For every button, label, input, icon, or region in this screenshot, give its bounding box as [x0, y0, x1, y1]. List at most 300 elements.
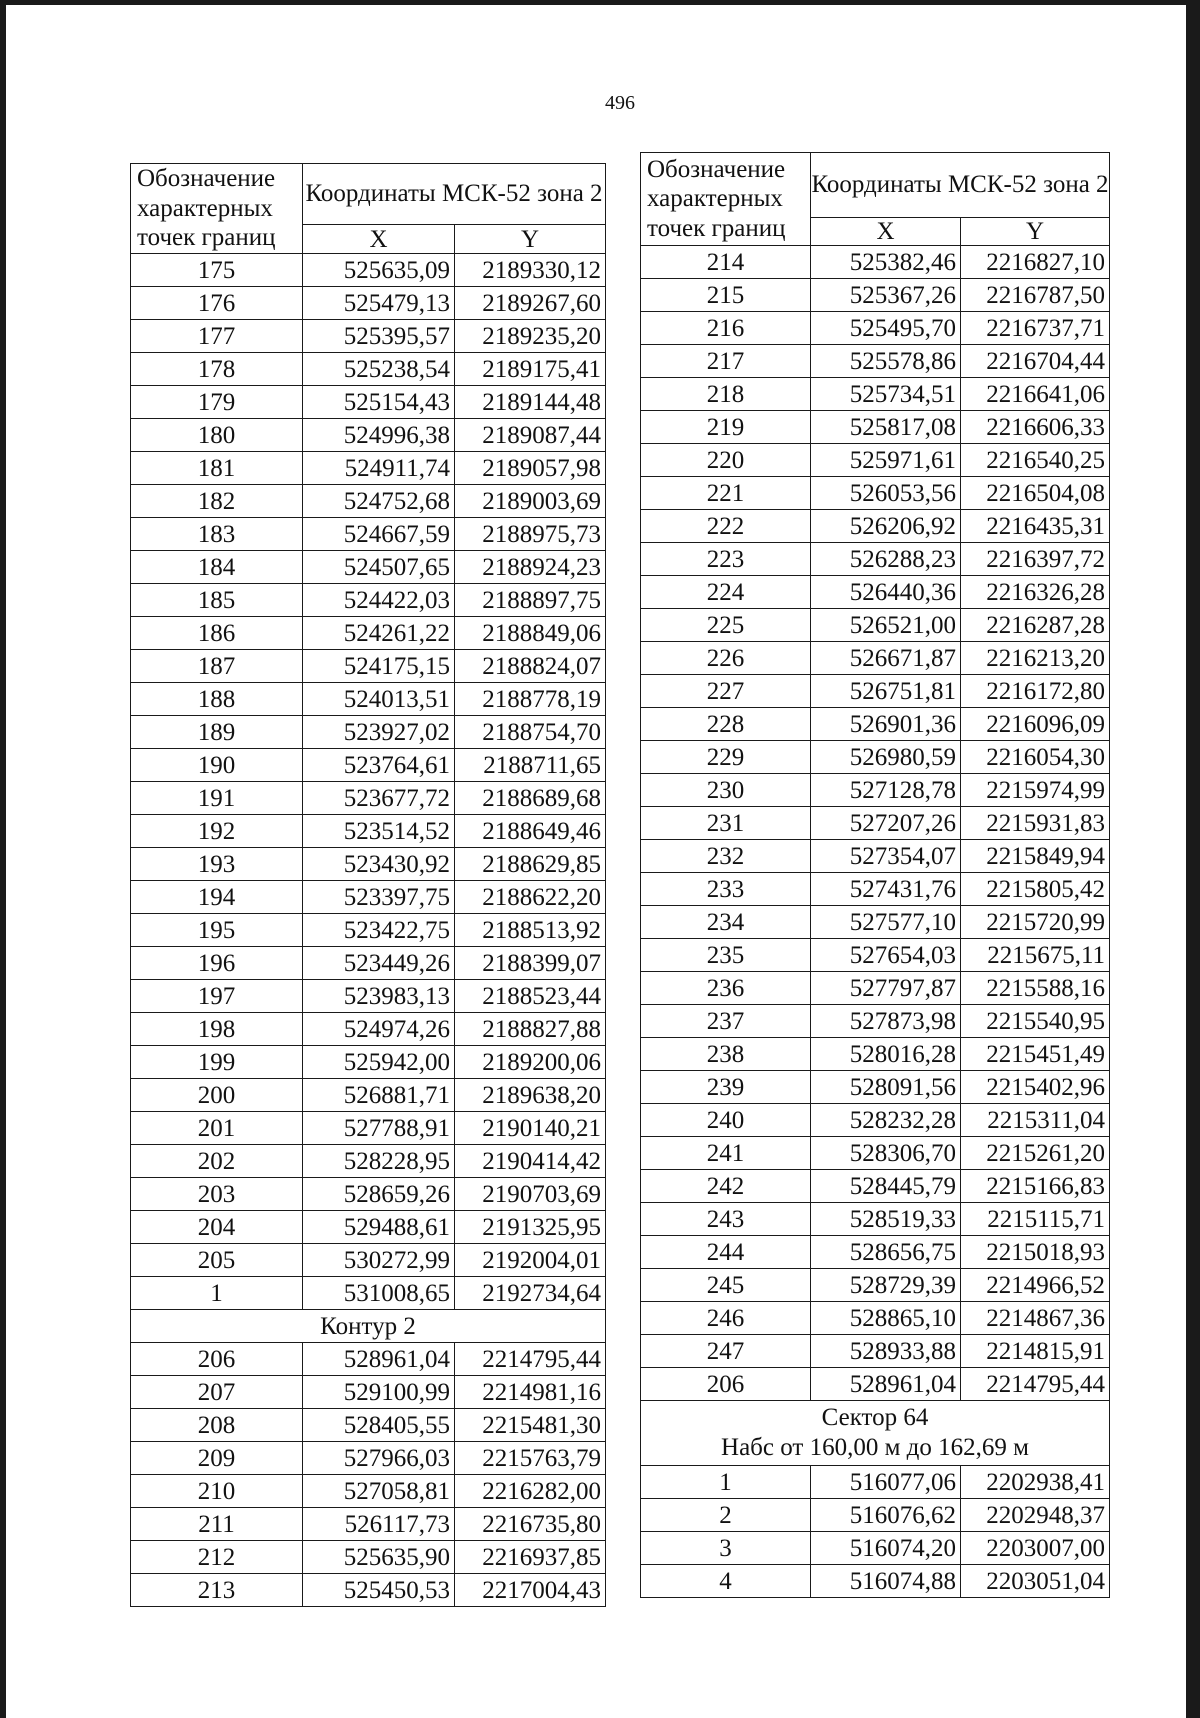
- table-row: [131, 881, 606, 914]
- x-coordinate-cell: 524013,51: [303, 683, 455, 716]
- y-coordinate-cell: 2215849,94: [961, 840, 1110, 873]
- x-coordinate-cell: 523430,92: [303, 848, 455, 881]
- x-coordinate-cell: 525971,61: [811, 444, 961, 477]
- point-number-cell: 246: [641, 1302, 811, 1335]
- x-coordinate-cell: 527431,76: [811, 873, 961, 906]
- table-row: [131, 254, 606, 287]
- table-row: [131, 485, 606, 518]
- y-coordinate-cell: 2214966,52: [961, 1269, 1110, 1302]
- y-coordinate-cell: 2216287,28: [961, 609, 1110, 642]
- point-number-cell: 242: [641, 1170, 811, 1203]
- x-coordinate-cell: 527797,87: [811, 972, 961, 1005]
- y-coordinate-cell: 2188629,85: [455, 848, 606, 881]
- left-table-body-contour-2: [131, 1343, 606, 1607]
- x-coordinate-cell: 526053,56: [811, 477, 961, 510]
- left-table-body: [131, 254, 606, 1310]
- x-coordinate-cell: 526881,71: [303, 1079, 455, 1112]
- y-coordinate-cell: 2188897,75: [455, 584, 606, 617]
- table-row: [641, 972, 1110, 1005]
- y-coordinate-cell: 2203051,04: [961, 1565, 1110, 1598]
- point-number-cell: 207: [131, 1376, 303, 1409]
- coordinates-header: Координаты МСК-52 зона 2: [303, 164, 606, 225]
- x-coordinate-cell: 523397,75: [303, 881, 455, 914]
- table-row: [641, 1269, 1110, 1302]
- table-row: [131, 749, 606, 782]
- y-coordinate-cell: 2215931,83: [961, 807, 1110, 840]
- x-coordinate-cell: 524752,68: [303, 485, 455, 518]
- table-row: [131, 1211, 606, 1244]
- y-coordinate-cell: 2216606,33: [961, 411, 1110, 444]
- y-coordinate-cell: 2215675,11: [961, 939, 1110, 972]
- table-row: [641, 939, 1110, 972]
- x-coordinate-cell: 525817,08: [811, 411, 961, 444]
- y-coordinate-cell: 2202938,41: [961, 1466, 1110, 1499]
- x-coordinate-cell: 524974,26: [303, 1013, 455, 1046]
- table-row: [131, 683, 606, 716]
- x-coordinate-cell: 527207,26: [811, 807, 961, 840]
- x-coordinate-cell: 528961,04: [303, 1343, 455, 1376]
- y-coordinate-cell: 2189144,48: [455, 386, 606, 419]
- x-coordinate-cell: 528445,79: [811, 1170, 961, 1203]
- y-coordinate-cell: 2216172,80: [961, 675, 1110, 708]
- x-coordinate-cell: 528232,28: [811, 1104, 961, 1137]
- point-number-cell: 196: [131, 947, 303, 980]
- point-number-cell: 223: [641, 543, 811, 576]
- scan-border-right: [1186, 0, 1200, 1718]
- table-row: [131, 1508, 606, 1541]
- y-coordinate-cell: 2190414,42: [455, 1145, 606, 1178]
- table-row: [131, 1145, 606, 1178]
- y-coordinate-cell: 2188778,19: [455, 683, 606, 716]
- x-coordinate-cell: 526901,36: [811, 708, 961, 741]
- sector-title: Сектор 64: [821, 1404, 929, 1431]
- y-coordinate-cell: 2216937,85: [455, 1541, 606, 1574]
- y-coordinate-cell: 2216397,72: [961, 543, 1110, 576]
- sector-label: [641, 1401, 1110, 1466]
- x-coordinate-cell: 530272,99: [303, 1244, 455, 1277]
- x-coordinate-cell: 528933,88: [811, 1335, 961, 1368]
- y-coordinate-cell: 2189003,69: [455, 485, 606, 518]
- point-number-cell: 2: [641, 1499, 811, 1532]
- point-number-cell: 215: [641, 279, 811, 312]
- table-row: [131, 1079, 606, 1112]
- point-number-cell: 186: [131, 617, 303, 650]
- point-number-cell: 213: [131, 1574, 303, 1607]
- y-coordinate-cell: 2189330,12: [455, 254, 606, 287]
- table-row: [131, 980, 606, 1013]
- table-row: [641, 1137, 1110, 1170]
- y-coordinate-cell: 2215018,93: [961, 1236, 1110, 1269]
- x-coordinate-cell: 525367,26: [811, 279, 961, 312]
- x-coordinate-cell: 524175,15: [303, 650, 455, 683]
- point-number-cell: 198: [131, 1013, 303, 1046]
- point-number-cell: 219: [641, 411, 811, 444]
- table-row: [641, 477, 1110, 510]
- y-coordinate-cell: 2215311,04: [961, 1104, 1110, 1137]
- x-column-header: X: [811, 218, 961, 246]
- table-row: [131, 1343, 606, 1376]
- x-coordinate-cell: 523514,52: [303, 815, 455, 848]
- table-row: [641, 1565, 1110, 1598]
- x-coordinate-cell: 523422,75: [303, 914, 455, 947]
- point-number-cell: 192: [131, 815, 303, 848]
- y-coordinate-cell: 2216435,31: [961, 510, 1110, 543]
- y-coordinate-cell: 2191325,95: [455, 1211, 606, 1244]
- table-row: [641, 1005, 1110, 1038]
- x-coordinate-cell: 525635,09: [303, 254, 455, 287]
- x-coordinate-cell: 526206,92: [811, 510, 961, 543]
- table-row: [131, 1046, 606, 1079]
- table-row: [131, 1013, 606, 1046]
- table-row: [641, 1203, 1110, 1236]
- x-coordinate-cell: 528659,26: [303, 1178, 455, 1211]
- x-coordinate-cell: 527966,03: [303, 1442, 455, 1475]
- x-coordinate-cell: 525450,53: [303, 1574, 455, 1607]
- table-row: [641, 1104, 1110, 1137]
- x-coordinate-cell: 516076,62: [811, 1499, 961, 1532]
- y-coordinate-cell: 2215481,30: [455, 1409, 606, 1442]
- right-table-body-sector-64: [641, 1466, 1110, 1598]
- point-number-cell: 187: [131, 650, 303, 683]
- x-coordinate-cell: 526671,87: [811, 642, 961, 675]
- x-coordinate-cell: 524996,38: [303, 419, 455, 452]
- point-number-cell: 189: [131, 716, 303, 749]
- point-number-cell: 193: [131, 848, 303, 881]
- point-number-cell: 240: [641, 1104, 811, 1137]
- x-coordinate-cell: 528091,56: [811, 1071, 961, 1104]
- point-number-cell: 212: [131, 1541, 303, 1574]
- point-number-cell: 179: [131, 386, 303, 419]
- point-number-cell: 244: [641, 1236, 811, 1269]
- y-coordinate-cell: 2188975,73: [455, 518, 606, 551]
- point-number-cell: 237: [641, 1005, 811, 1038]
- x-coordinate-cell: 525382,46: [811, 246, 961, 279]
- point-number-cell: 241: [641, 1137, 811, 1170]
- right-table-body: [641, 246, 1110, 1401]
- y-coordinate-cell: 2190140,21: [455, 1112, 606, 1145]
- table-row: [641, 873, 1110, 906]
- point-number-cell: 243: [641, 1203, 811, 1236]
- point-number-cell: 190: [131, 749, 303, 782]
- y-coordinate-cell: 2189057,98: [455, 452, 606, 485]
- x-coordinate-cell: 528961,04: [811, 1368, 961, 1401]
- table-row: [131, 848, 606, 881]
- x-coordinate-cell: 525479,13: [303, 287, 455, 320]
- x-coordinate-cell: 527058,81: [303, 1475, 455, 1508]
- point-number-cell: 211: [131, 1508, 303, 1541]
- table-row: [131, 1178, 606, 1211]
- y-coordinate-cell: 2215115,71: [961, 1203, 1110, 1236]
- table-row: [641, 246, 1110, 279]
- table-row: [641, 1499, 1110, 1532]
- point-number-cell: 214: [641, 246, 811, 279]
- x-coordinate-cell: 528656,75: [811, 1236, 961, 1269]
- scan-border-top: [0, 0, 1200, 5]
- x-coordinate-cell: 516074,88: [811, 1565, 961, 1598]
- table-row: [641, 1368, 1110, 1401]
- x-coordinate-cell: 516074,20: [811, 1532, 961, 1565]
- x-coordinate-cell: 527128,78: [811, 774, 961, 807]
- x-column-header: X: [303, 225, 455, 254]
- y-column-header: Y: [961, 218, 1110, 246]
- point-number-cell: 229: [641, 741, 811, 774]
- x-coordinate-cell: 526980,59: [811, 741, 961, 774]
- point-number-cell: 236: [641, 972, 811, 1005]
- x-coordinate-cell: 523983,13: [303, 980, 455, 1013]
- x-coordinate-cell: 523764,61: [303, 749, 455, 782]
- table-row: [131, 320, 606, 353]
- scan-border-left: [0, 0, 6, 1718]
- point-number-cell: 178: [131, 353, 303, 386]
- point-number-cell: 233: [641, 873, 811, 906]
- y-coordinate-cell: 2188827,88: [455, 1013, 606, 1046]
- point-number-cell: 231: [641, 807, 811, 840]
- table-row: [131, 518, 606, 551]
- table-row: [641, 609, 1110, 642]
- y-coordinate-cell: 2190703,69: [455, 1178, 606, 1211]
- point-number-cell: 182: [131, 485, 303, 518]
- y-coordinate-cell: 2215805,42: [961, 873, 1110, 906]
- point-number-cell: 185: [131, 584, 303, 617]
- x-coordinate-cell: 531008,65: [303, 1277, 455, 1310]
- x-coordinate-cell: 525495,70: [811, 312, 961, 345]
- point-number-cell: 220: [641, 444, 811, 477]
- point-number-cell: 205: [131, 1244, 303, 1277]
- point-number-cell: 238: [641, 1038, 811, 1071]
- y-coordinate-cell: 2214815,91: [961, 1335, 1110, 1368]
- table-row: [131, 716, 606, 749]
- y-coordinate-cell: 2203007,00: [961, 1532, 1110, 1565]
- y-coordinate-cell: 2202948,37: [961, 1499, 1110, 1532]
- table-row: [131, 452, 606, 485]
- table-row: [131, 1244, 606, 1277]
- x-coordinate-cell: 528016,28: [811, 1038, 961, 1071]
- table-row: [641, 807, 1110, 840]
- table-row: [131, 1112, 606, 1145]
- point-designation-header: Обозначение характерных точек границ: [641, 153, 811, 246]
- point-number-cell: 1: [641, 1466, 811, 1499]
- table-row: [641, 708, 1110, 741]
- point-number-cell: 222: [641, 510, 811, 543]
- y-coordinate-cell: 2216282,00: [455, 1475, 606, 1508]
- x-coordinate-cell: 525734,51: [811, 378, 961, 411]
- table-row: [131, 1409, 606, 1442]
- y-coordinate-cell: 2214981,16: [455, 1376, 606, 1409]
- table-row: [131, 353, 606, 386]
- table-row: [641, 774, 1110, 807]
- contour-label: Контур 2: [131, 1310, 606, 1343]
- x-coordinate-cell: 523449,26: [303, 947, 455, 980]
- y-coordinate-cell: 2216504,08: [961, 477, 1110, 510]
- y-coordinate-cell: 2188513,92: [455, 914, 606, 947]
- y-coordinate-cell: 2215588,16: [961, 972, 1110, 1005]
- table-row: [641, 1071, 1110, 1104]
- table-row: [641, 642, 1110, 675]
- table-row: [131, 287, 606, 320]
- point-number-cell: 203: [131, 1178, 303, 1211]
- point-number-cell: 188: [131, 683, 303, 716]
- table-row: [131, 584, 606, 617]
- x-coordinate-cell: 527354,07: [811, 840, 961, 873]
- table-row: [131, 1475, 606, 1508]
- y-coordinate-cell: 2216827,10: [961, 246, 1110, 279]
- table-row: [131, 617, 606, 650]
- y-coordinate-cell: 2188622,20: [455, 881, 606, 914]
- y-coordinate-cell: 2188824,07: [455, 650, 606, 683]
- table-row: [641, 576, 1110, 609]
- table-row: [641, 1335, 1110, 1368]
- table-row: [131, 551, 606, 584]
- table-row: [131, 782, 606, 815]
- point-number-cell: 176: [131, 287, 303, 320]
- table-row: [131, 1442, 606, 1475]
- page-number: 496: [605, 92, 635, 114]
- y-coordinate-cell: 2216737,71: [961, 312, 1110, 345]
- y-coordinate-cell: 2214795,44: [455, 1343, 606, 1376]
- y-coordinate-cell: 2217004,43: [455, 1574, 606, 1607]
- point-number-cell: 200: [131, 1079, 303, 1112]
- x-coordinate-cell: 526751,81: [811, 675, 961, 708]
- point-number-cell: 206: [131, 1343, 303, 1376]
- point-number-cell: 199: [131, 1046, 303, 1079]
- y-coordinate-cell: 2189267,60: [455, 287, 606, 320]
- y-coordinate-cell: 2216704,44: [961, 345, 1110, 378]
- x-coordinate-cell: 528306,70: [811, 1137, 961, 1170]
- x-coordinate-cell: 524422,03: [303, 584, 455, 617]
- y-coordinate-cell: 2216641,06: [961, 378, 1110, 411]
- coordinates-table-right: [640, 152, 1110, 1598]
- point-number-cell: 239: [641, 1071, 811, 1104]
- point-number-cell: 204: [131, 1211, 303, 1244]
- x-coordinate-cell: 527873,98: [811, 1005, 961, 1038]
- y-coordinate-cell: 2189175,41: [455, 353, 606, 386]
- point-number-cell: 226: [641, 642, 811, 675]
- point-number-cell: 210: [131, 1475, 303, 1508]
- table-row: [131, 1277, 606, 1310]
- point-number-cell: 216: [641, 312, 811, 345]
- point-number-cell: 206: [641, 1368, 811, 1401]
- x-coordinate-cell: 524911,74: [303, 452, 455, 485]
- point-number-cell: 228: [641, 708, 811, 741]
- point-number-cell: 221: [641, 477, 811, 510]
- y-coordinate-cell: 2189638,20: [455, 1079, 606, 1112]
- x-coordinate-cell: 527654,03: [811, 939, 961, 972]
- point-designation-header: Обозначение характерных точек границ: [131, 164, 303, 254]
- point-number-cell: 175: [131, 254, 303, 287]
- x-coordinate-cell: 526117,73: [303, 1508, 455, 1541]
- point-number-cell: 245: [641, 1269, 811, 1302]
- x-coordinate-cell: 528228,95: [303, 1145, 455, 1178]
- x-coordinate-cell: 516077,06: [811, 1466, 961, 1499]
- x-coordinate-cell: 528519,33: [811, 1203, 961, 1236]
- table-row: [131, 1376, 606, 1409]
- y-coordinate-cell: 2192004,01: [455, 1244, 606, 1277]
- table-row: [131, 1574, 606, 1607]
- y-coordinate-cell: 2188711,65: [455, 749, 606, 782]
- point-number-cell: 180: [131, 419, 303, 452]
- y-coordinate-cell: 2188649,46: [455, 815, 606, 848]
- x-coordinate-cell: 529100,99: [303, 1376, 455, 1409]
- x-coordinate-cell: 524261,22: [303, 617, 455, 650]
- point-number-cell: 208: [131, 1409, 303, 1442]
- point-number-cell: 1: [131, 1277, 303, 1310]
- y-coordinate-cell: 2215451,49: [961, 1038, 1110, 1071]
- point-number-cell: 181: [131, 452, 303, 485]
- x-coordinate-cell: 526288,23: [811, 543, 961, 576]
- y-coordinate-cell: 2188849,06: [455, 617, 606, 650]
- table-row: [641, 906, 1110, 939]
- table-row: [641, 378, 1110, 411]
- y-coordinate-cell: 2214867,36: [961, 1302, 1110, 1335]
- table-row: [641, 543, 1110, 576]
- y-coordinate-cell: 2188924,23: [455, 551, 606, 584]
- table-row: [641, 1532, 1110, 1565]
- table-row: [641, 279, 1110, 312]
- x-coordinate-cell: 528729,39: [811, 1269, 961, 1302]
- y-coordinate-cell: 2215974,99: [961, 774, 1110, 807]
- y-coordinate-cell: 2215763,79: [455, 1442, 606, 1475]
- x-coordinate-cell: 527577,10: [811, 906, 961, 939]
- y-coordinate-cell: 2215166,83: [961, 1170, 1110, 1203]
- point-number-cell: 234: [641, 906, 811, 939]
- table-row: [131, 914, 606, 947]
- table-row: [641, 510, 1110, 543]
- x-coordinate-cell: 528865,10: [811, 1302, 961, 1335]
- table-row: [641, 1170, 1110, 1203]
- point-number-cell: 247: [641, 1335, 811, 1368]
- y-coordinate-cell: 2216735,80: [455, 1508, 606, 1541]
- y-coordinate-cell: 2215720,99: [961, 906, 1110, 939]
- point-number-cell: 184: [131, 551, 303, 584]
- y-coordinate-cell: 2216213,20: [961, 642, 1110, 675]
- point-number-cell: 217: [641, 345, 811, 378]
- x-coordinate-cell: 525942,00: [303, 1046, 455, 1079]
- table-row: [641, 411, 1110, 444]
- point-number-cell: 183: [131, 518, 303, 551]
- y-coordinate-cell: 2215402,96: [961, 1071, 1110, 1104]
- table-row: [641, 675, 1110, 708]
- point-number-cell: 195: [131, 914, 303, 947]
- x-coordinate-cell: 524507,65: [303, 551, 455, 584]
- x-coordinate-cell: 525395,57: [303, 320, 455, 353]
- y-column-header: Y: [455, 225, 606, 254]
- point-number-cell: 3: [641, 1532, 811, 1565]
- table-row: [641, 1038, 1110, 1071]
- point-number-cell: 191: [131, 782, 303, 815]
- table-row: [131, 650, 606, 683]
- table-row: [641, 1466, 1110, 1499]
- y-coordinate-cell: 2216540,25: [961, 444, 1110, 477]
- point-number-cell: 235: [641, 939, 811, 972]
- y-coordinate-cell: 2188754,70: [455, 716, 606, 749]
- table-row: [641, 840, 1110, 873]
- point-number-cell: 201: [131, 1112, 303, 1145]
- point-number-cell: 209: [131, 1442, 303, 1475]
- y-coordinate-cell: 2216054,30: [961, 741, 1110, 774]
- y-coordinate-cell: 2189235,20: [455, 320, 606, 353]
- x-coordinate-cell: 523677,72: [303, 782, 455, 815]
- table-row: [131, 386, 606, 419]
- y-coordinate-cell: 2215540,95: [961, 1005, 1110, 1038]
- y-coordinate-cell: 2214795,44: [961, 1368, 1110, 1401]
- point-number-cell: 232: [641, 840, 811, 873]
- x-coordinate-cell: 523927,02: [303, 716, 455, 749]
- y-coordinate-cell: 2188689,68: [455, 782, 606, 815]
- table-row: [641, 312, 1110, 345]
- table-row: [641, 1236, 1110, 1269]
- x-coordinate-cell: 524667,59: [303, 518, 455, 551]
- table-row: [131, 419, 606, 452]
